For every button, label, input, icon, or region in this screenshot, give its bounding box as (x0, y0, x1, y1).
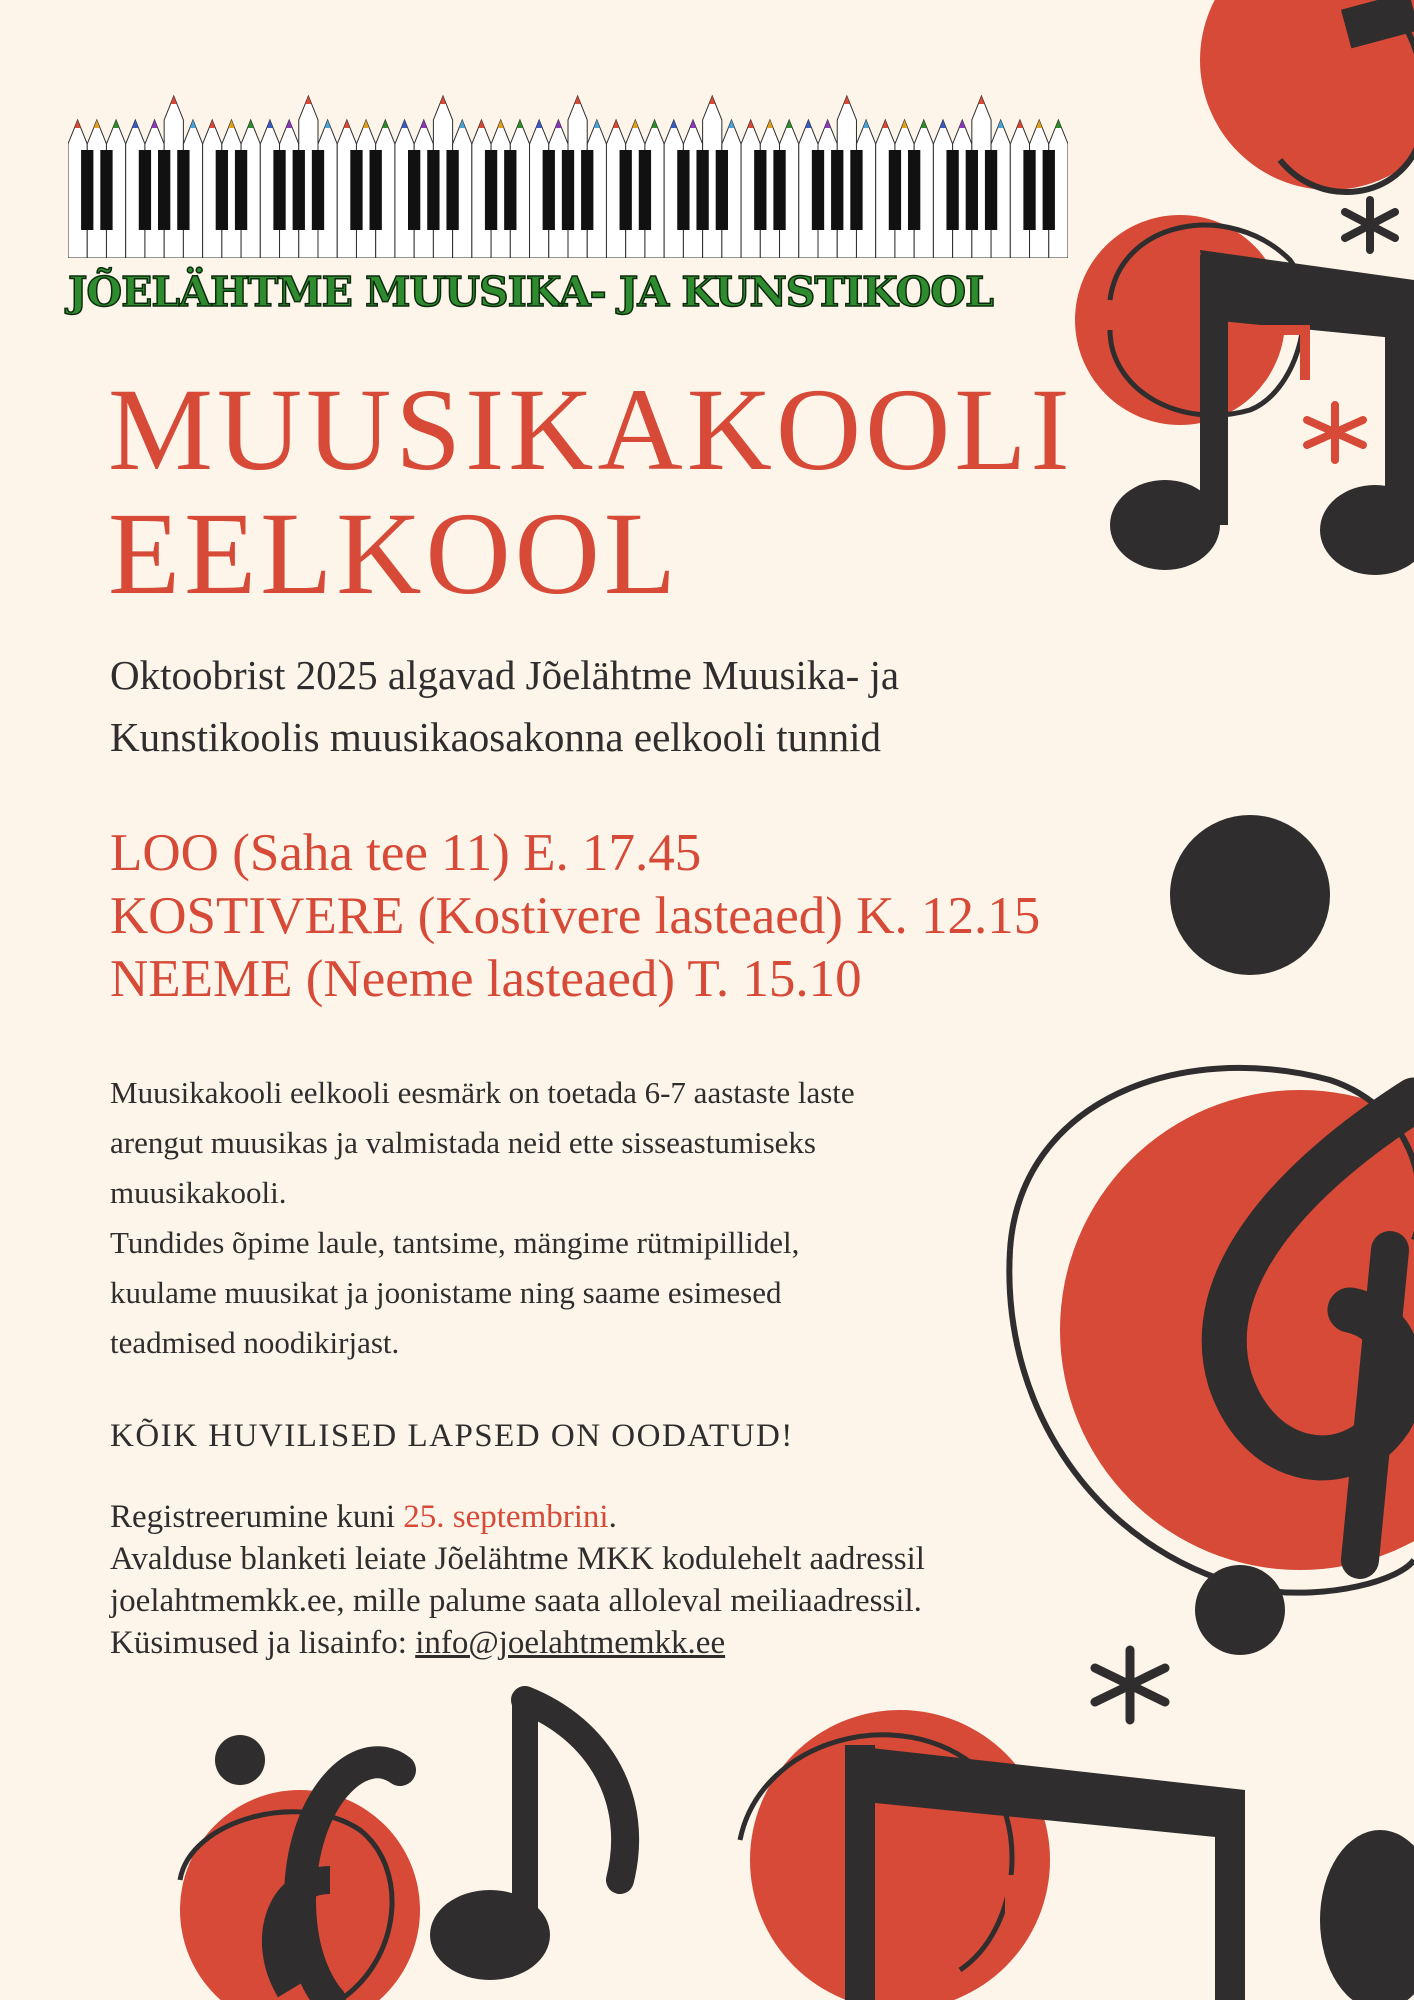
treble-clef-icon (180, 1735, 420, 2000)
black-key (639, 150, 651, 230)
black-key (581, 150, 593, 230)
black-key (408, 150, 420, 230)
black-key (216, 150, 228, 230)
black-key (1023, 150, 1035, 230)
description-line: kuulame muusikat ja joonistame ning saame esimesed (110, 1275, 782, 1310)
location-time: E. 17.45 (523, 824, 702, 882)
location-neeme (110, 948, 1110, 1011)
location-time: T. 15.10 (687, 950, 862, 1008)
black-key (370, 150, 382, 230)
black-key (620, 150, 632, 230)
black-key (812, 150, 824, 230)
black-key (946, 150, 958, 230)
black-key (158, 150, 170, 230)
registration-info (110, 1496, 1100, 1664)
location-place: (Neeme lasteaed) (305, 950, 676, 1008)
eighth-note-icon (430, 1700, 625, 1980)
black-key (139, 150, 151, 230)
location-loo (110, 822, 1110, 885)
black-key (427, 150, 439, 230)
title-line-1: MUUSIKAKOOLI (108, 364, 1074, 495)
location-place: (Kostivere lasteaed) (417, 887, 843, 945)
title-line-2: EELKOOL (108, 488, 680, 619)
piano-keys-logo (68, 90, 1068, 258)
top-right-note-icon (1200, 0, 1414, 192)
black-key (81, 150, 93, 230)
description-line: arengut muusikas ja valmistada neid ette sisseastumiseks (110, 1125, 816, 1160)
black-key (908, 150, 920, 230)
location-name: LOO (110, 824, 219, 882)
description-line: Tundides õpime laule, tantsime, mängime rütmipillidel, (110, 1225, 800, 1260)
registration-prefix: Registreerumine kuni (110, 1499, 404, 1535)
black-key (966, 150, 978, 230)
call-to-action: KÕIK HUVILISED LAPSED ON OODATUD! (110, 1418, 794, 1454)
black-key (754, 150, 766, 230)
school-name: JÕELÄHTME MUUSIKA- JA KUNSTIKOOL (68, 268, 993, 316)
registration-line: joelahtmemkk.ee, mille palume saata alloleval meiliaadressil. (110, 1583, 922, 1619)
black-key (350, 150, 362, 230)
location-name: KOSTIVERE (110, 887, 405, 945)
black-key (100, 150, 112, 230)
black-key (312, 150, 324, 230)
black-key (1043, 150, 1055, 230)
black-key (504, 150, 516, 230)
description-line: Muusikakooli eelkooli eesmärk on toetada 6-7 aastaste laste (110, 1075, 855, 1110)
black-key (985, 150, 997, 230)
black-key (677, 150, 689, 230)
black-key (293, 150, 305, 230)
registration-deadline: 25. septembrini (403, 1499, 609, 1535)
black-key (273, 150, 285, 230)
black-key (446, 150, 458, 230)
locations-list (110, 822, 1110, 1011)
description-line: muusikakooli. (110, 1175, 287, 1210)
registration-suffix: . (608, 1499, 617, 1535)
intro-line-1: Oktoobrist 2025 algavad Jõelähtme Muusika- ja (110, 652, 900, 698)
black-key (696, 150, 708, 230)
description-text (110, 1068, 1010, 1368)
beamed-note-icon (740, 1710, 1414, 2000)
contact-label: Küsimused ja lisainfo: (110, 1625, 416, 1661)
black-key (543, 150, 555, 230)
black-key (235, 150, 247, 230)
black-key (716, 150, 728, 230)
email-link[interactable]: info@joelahtmemkk.ee (415, 1625, 726, 1661)
location-kostivere (110, 885, 1110, 948)
dot-icon (1170, 815, 1330, 975)
black-key (889, 150, 901, 230)
star-icon (1095, 1650, 1165, 1720)
star-icon (1307, 405, 1363, 460)
page-title (108, 364, 1074, 619)
location-name: NEEME (110, 950, 293, 1008)
black-key (850, 150, 862, 230)
location-place: (Saha tee 11) (232, 824, 510, 882)
description-line: teadmised noodikirjast. (110, 1325, 400, 1360)
double-note-icon (1075, 215, 1414, 575)
black-key (177, 150, 189, 230)
star-icon (1345, 200, 1395, 250)
black-key (485, 150, 497, 230)
location-time: K. 12.15 (856, 887, 1041, 945)
registration-line: Avalduse blanketi leiate Jõelähtme MKK kodulehelt aadressil (110, 1541, 925, 1577)
intro-text (110, 644, 1010, 768)
black-key (562, 150, 574, 230)
intro-line-2: Kunstikoolis muusikaosakonna eelkooli tunnid (110, 714, 881, 760)
black-key (773, 150, 785, 230)
black-key (831, 150, 843, 230)
